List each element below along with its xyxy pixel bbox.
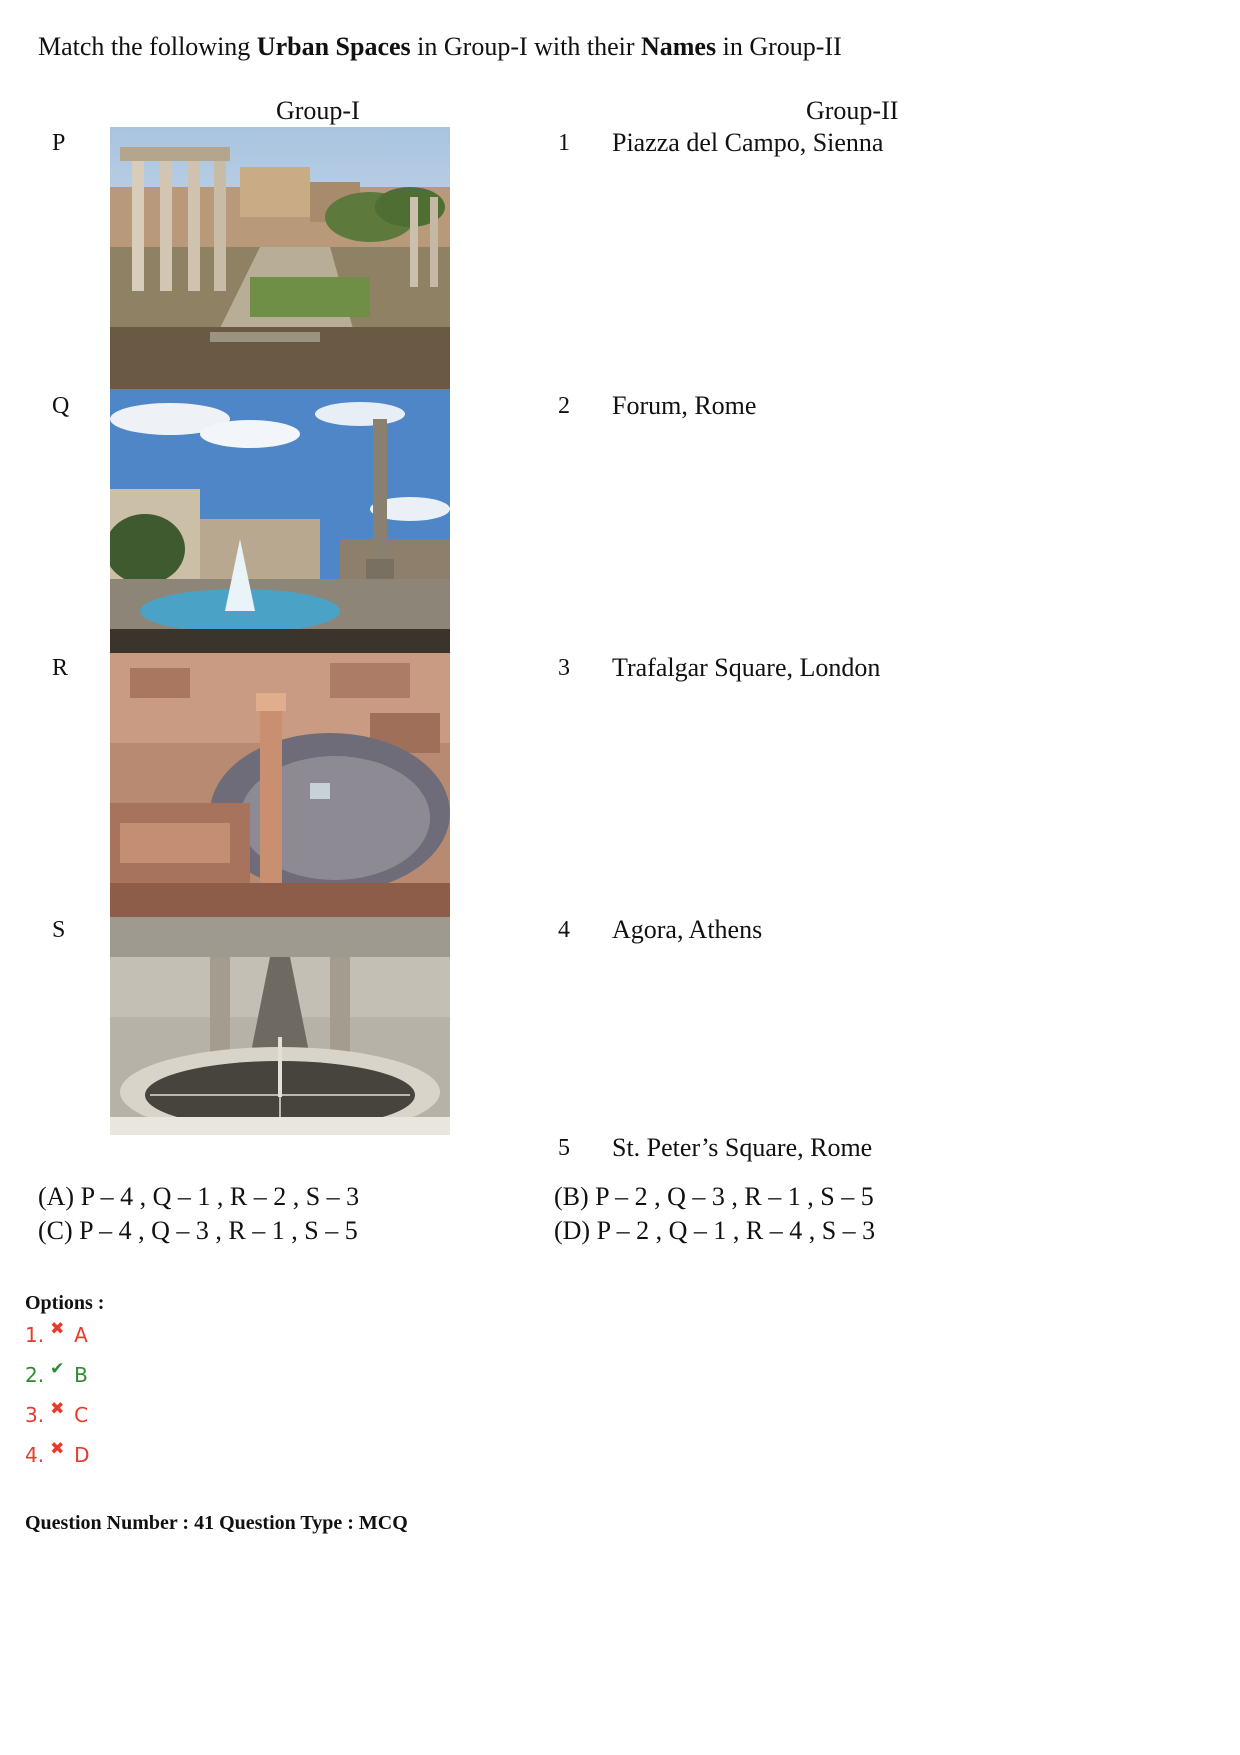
group-i-letter-s: S [52,917,66,943]
answer-choice-c: (C) P – 4 , Q – 3 , R – 1 , S – 5 [38,1216,358,1245]
option-4[interactable] [25,1439,90,1467]
answer-choice-a: (A) P – 4 , Q – 1 , R – 2 , S – 3 [38,1182,360,1211]
group-ii-name-5: St. Peter’s Square, Rome [612,1133,873,1162]
title-text-3: in Group-II [716,32,842,61]
option-3-number: 3. [25,1403,45,1427]
group-ii-name-2: Forum, Rome [612,391,757,420]
siena-piazza-photo [110,653,450,917]
question-title [38,32,842,62]
option-1[interactable] [25,1319,88,1347]
group-ii-name-1: Piazza del Campo, Sienna [612,128,884,157]
title-bold-urban-spaces: Urban Spaces [256,32,411,61]
group-ii-heading: Group-II [806,96,899,125]
title-text-2: in Group-I with their [410,32,641,61]
option-2-number: 2. [25,1363,45,1387]
option-3-label: C [74,1403,89,1427]
group-i-letter-q: Q [52,393,70,419]
answer-choice-b: (B) P – 2 , Q – 3 , R – 1 , S – 5 [554,1182,874,1211]
group-ii-num-5: 5 [558,1135,570,1161]
option-2[interactable] [25,1359,88,1387]
cross-icon: ✖ [50,1439,65,1459]
group-ii-name-3: Trafalgar Square, London [612,653,881,682]
cross-icon: ✖ [50,1399,65,1419]
option-4-number: 4. [25,1443,45,1467]
question-meta: Question Number : 41 Question Type : MCQ [25,1512,408,1534]
roman-forum-ruins-photo [110,127,450,389]
group-i-letter-r: R [52,655,69,681]
group-i-heading: Group-I [276,96,360,125]
answer-choice-d: (D) P – 2 , Q – 1 , R – 4 , S – 3 [554,1216,876,1245]
trafalgar-square-photo [110,389,450,653]
option-1-number: 1. [25,1323,45,1347]
cross-icon: ✖ [50,1319,65,1339]
group-ii-num-3: 3 [558,655,570,681]
st-peters-square-photo [110,917,450,1135]
group-ii-num-4: 4 [558,917,570,943]
option-4-label: D [74,1443,90,1467]
title-bold-names: Names [641,32,717,61]
group-ii-name-4: Agora, Athens [612,915,763,944]
option-3[interactable] [25,1399,89,1427]
option-2-label: B [74,1363,88,1387]
group-ii-num-1: 1 [558,130,570,156]
option-1-label: A [74,1323,88,1347]
group-i-letter-p: P [52,130,66,156]
title-text-1: Match the following [38,32,257,61]
group-ii-num-2: 2 [558,393,570,419]
options-label: Options : [25,1292,105,1314]
check-icon: ✔ [50,1359,65,1379]
